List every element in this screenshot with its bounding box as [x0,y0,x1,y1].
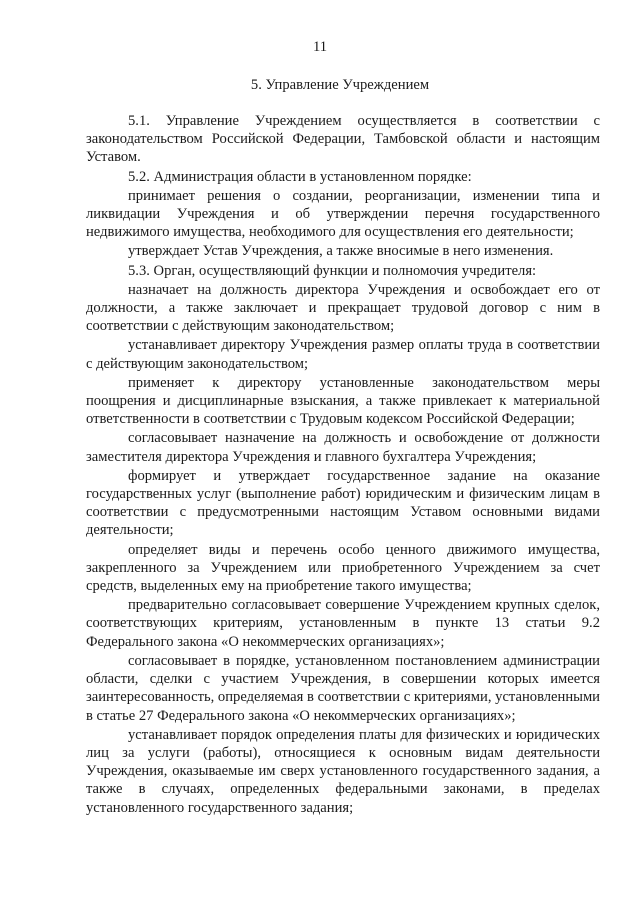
section-title: 5. Управление Учреждением [250,77,430,93]
paragraph-5-3: 5.3. Орган, осуществляющий функции и полномочия учредителя: [128,262,537,279]
paragraph-5-3-item-5: формирует и утверждает государственное задание на оказание государственных услуг (выполнение работ) юридическим и физическим лицам в соответствии с предусмотренными настоящим Уставом основными видами деятельности; [86,467,600,539]
paragraph-5-3-item-8: согласовывает в порядке, установленном постановлением администрации области, сделки с участием Учреждения, в совершении которых имеется заинтересованность, определяемая в соответствии с критериями, установленными в статье 27 Федерального закона «О некоммерческих организациях»; [86,652,600,724]
paragraph-5-2: 5.2. Администрация области в установленном порядке: [128,168,472,185]
page-number: 11 [312,39,328,55]
paragraph-5-3-item-4: согласовывает назначение на должность и освобождение от должности заместителя директора Учреждения и главного бухгалтера Учреждения; [86,430,600,465]
paragraph-5-3-item-1: назначает на должность директора Учреждения и освобождает его от должности, а также заключает и прекращает трудовой договор с ним в соответствии с действующим законодательством; [86,281,600,335]
paragraph-5-2-item-2: утверждает Устав Учреждения, а также вносимые в него изменения. [128,243,554,260]
paragraph-5-3-item-9: устанавливает порядок определения платы для физических и юридических лиц за услуги (работы), относящиеся к основным видам деятельности Учреждения, оказываемые им сверх установленного государственного задания, а также в случаях, определенных федеральными законами, в пределах установленного государственного задания; [86,726,600,816]
paragraph-5-3-item-2: устанавливает директору Учреждения размер оплаты труда в соответствии с действующим законодательством; [86,337,600,372]
document-body [86,112,600,817]
paragraph-5-3-item-6: определяет виды и перечень особо ценного движимого имущества, закрепленного за Учреждением или приобретенного Учреждением за счет средств, выделенных ему на приобретение такого имущества; [86,541,600,595]
paragraph-5-3-item-3: применяет к директору установленные законодательством меры поощрения и дисциплинарные взыскания, а также привлекает к материальной ответственности в соответствии с Трудовым кодексом Российской Федерации; [86,374,600,428]
paragraph-5-3-item-7: предварительно согласовывает совершение Учреждением крупных сделок, соответствующих критериям, установленным в пункте 13 статьи 9.2 Федерального закона «О некоммерческих организациях»; [86,597,600,650]
paragraph-5-1: 5.1. Управление Учреждением осуществляется в соответствии с законодательством Российской Федерации, Тамбовской области и настоящим Уставом. [86,113,600,166]
paragraph-5-2-item-1: принимает решения о создании, реорганизации, изменении типа и ликвидации Учреждения и об утверждении перечня государственного недвижимого имущества, необходимого для осуществления его деятельности; [86,187,600,241]
